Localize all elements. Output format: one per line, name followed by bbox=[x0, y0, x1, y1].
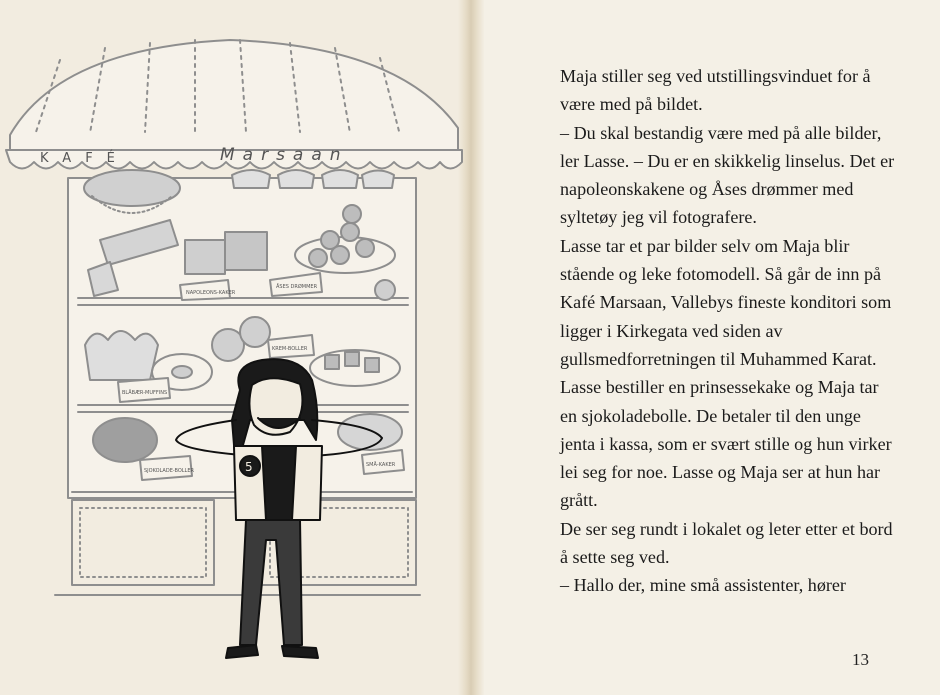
label-smaakaker: SMÅ-KAKER bbox=[366, 462, 396, 468]
awning-marsaan: Marsaan bbox=[220, 145, 349, 165]
awning bbox=[10, 40, 458, 150]
label-sjokolade: SJOKOLADE-BOLLER bbox=[144, 468, 194, 474]
paragraph: – Du skal bestandig være med på alle bilder, ler Lasse. – Du er en skikkelig linselus. Det er napoleonskakene og Åses drømmer med syltetøy jeg vil fotografere. bbox=[560, 122, 895, 228]
body-text bbox=[560, 62, 895, 600]
label-ases: ÅSES DRØMMER bbox=[276, 284, 318, 290]
label-muffins: BLÅBÆR-MUFFINS bbox=[122, 390, 168, 396]
label-krem: KREM-BOLLER bbox=[272, 346, 308, 352]
paragraph: De ser seg rundt i lokalet og leter etter et bord å sette seg ved. bbox=[560, 518, 893, 568]
paragraph: – Hallo der, mine små assistenter, hører bbox=[560, 575, 846, 596]
cafe-illustration bbox=[0, 30, 468, 695]
shirt-number: 5 bbox=[245, 460, 253, 474]
page-number: 13 bbox=[852, 650, 869, 669]
paragraph: Lasse tar et par bilder selv om Maja blir stående og leke fotomodell. Så går de inn på Kafé Marsaan, Vallebys fineste konditori som ligger i Kirkegata ved siden av gullsmedforretningen til Muhammed Karat. bbox=[560, 235, 892, 369]
paragraph: Maja stiller seg ved utstillingsvinduet for å være med på bildet. bbox=[560, 66, 871, 115]
paragraph: Lasse bestiller en prinsessekake og Maja tar en sjokoladebolle. De betaler til den unge jenta i kassa, som er svært stille og hun virker lei seg for noe. Lasse og Maja ser at hun har grått. bbox=[560, 377, 892, 511]
label-napoleon: NAPOLEONS-KAKER bbox=[186, 290, 236, 296]
awning-kafe: KAFÉ bbox=[40, 151, 129, 166]
